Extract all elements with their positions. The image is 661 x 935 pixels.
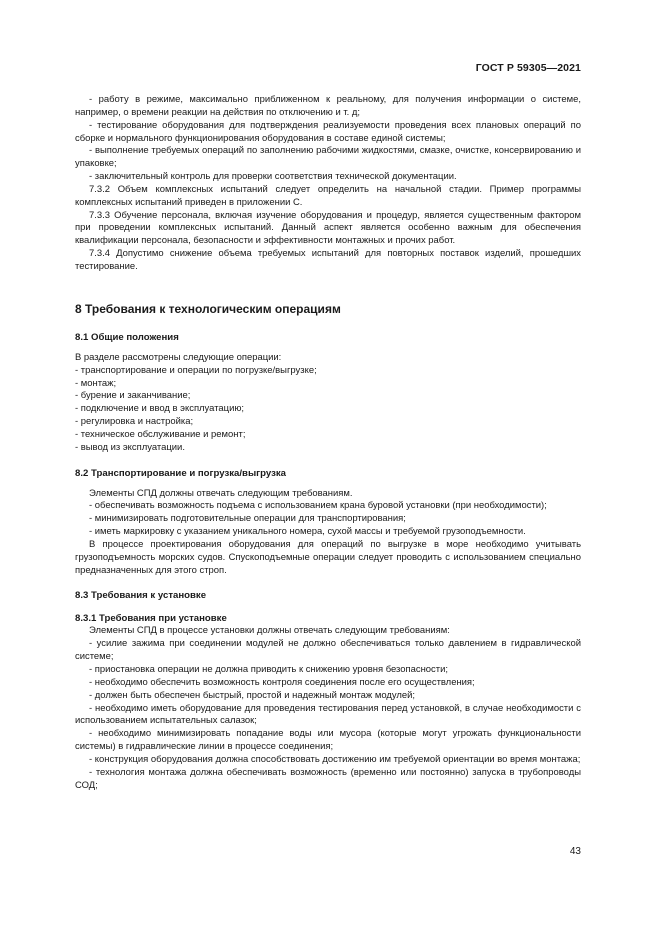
page-number: 43	[569, 846, 581, 857]
paragraph: 7.3.2 Объем комплексных испытаний следует определить на начальной стадии. Пример программы комплексных испытаний приведен в приложении С.	[75, 183, 581, 208]
list-item: - вывод из эксплуатации.	[75, 441, 185, 453]
list-item: - техническое обслуживание и ремонт;	[75, 428, 246, 440]
paragraph: В разделе рассмотрены следующие операции:	[75, 351, 282, 363]
paragraph: - тестирование оборудования для подтверждения реализуемости проведения всех плановых операций по сборке и нормального функционирования оборудования в составе единой системы;	[75, 119, 581, 144]
list-item: - необходимо обеспечить возможность контроля соединения после его осуществления;	[89, 676, 475, 688]
list-item: - должен быть обеспечен быстрый, простой и надежный монтаж модулей;	[89, 689, 416, 701]
list-item: - транспортирование и операции по погрузке/выгрузке;	[75, 364, 317, 376]
paragraph: Элементы СПД в процессе установки должны отвечать следующим требованиям:	[89, 625, 450, 637]
list-item: - обеспечивать возможность подъема с использованием крана буровой установки (при необходимости);	[89, 500, 547, 512]
list-item: - конструкция оборудования должна способствовать достижению им требуемой ориентации во время монтажа;	[89, 753, 581, 765]
list-item: - необходимо иметь оборудование для проведения тестирования перед установкой, в случае необходимости с использованием испытательных салазок;	[75, 702, 581, 727]
list-item: - иметь маркировку с указанием уникального номера, сухой массы и требуемой грузоподъемности.	[89, 526, 526, 538]
list-item: - усилие зажима при соединении модулей не должно обеспечиваться только давлением в гидравлической системе;	[75, 638, 581, 663]
subsection-8-3-1-heading: 8.3.1 Требования при установке	[75, 613, 227, 625]
list-item: - монтаж;	[75, 377, 117, 389]
paragraph: В процессе проектирования оборудования для операций по выгрузке в море необходимо учитывать грузоподъемность морских судов. Спускоподъемные операции следует проводить с использованием специально предназначенных для этого строп.	[75, 538, 581, 576]
standard-number: ГОСТ Р 59305—2021	[475, 62, 581, 74]
list-item: - подключение и ввод в эксплуатацию;	[75, 403, 245, 415]
list-item: - необходимо минимизировать попадание воды или мусора (которые могут угрожать функциональности системы) в гидравлические линии в процессе соединения;	[75, 728, 581, 753]
section-8-heading: 8 Требования к технологическим операциям	[75, 301, 341, 316]
paragraph: Элементы СПД должны отвечать следующим требованиям.	[89, 487, 353, 499]
subsection-8-3-heading: 8.3 Требования к установке	[75, 590, 207, 602]
subsection-8-2-heading: 8.2 Транспортирование и погрузка/выгрузка	[75, 467, 286, 479]
paragraph: 7.3.3 Обучение персонала, включая изучение оборудования и процедур, является существенным фактором при проведении комплексных испытаний. Данный аспект является особенно важным для обеспечения квалификации персонала, безопасности и эффективности монтажных и прочих работ.	[75, 209, 581, 247]
list-item: - технология монтажа должна обеспечивать возможность (временно или постоянно) запуска в трубопроводы СОД;	[75, 766, 581, 791]
list-item: - бурение и заканчивание;	[75, 390, 191, 402]
list-item: - минимизировать подготовительные операции для транспортирования;	[89, 513, 406, 525]
subsection-8-1-heading: 8.1 Общие положения	[75, 331, 179, 343]
paragraph: 7.3.4 Допустимо снижение объема требуемых испытаний для повторных поставок изделий, прошедших тестирование.	[75, 248, 581, 272]
paragraph: - работу в режиме, максимально приближенном к реальному, для получения информации о системе, например, о времени реакции на действия по отключению и т. д;	[75, 94, 581, 118]
paragraph: - заключительный контроль для проверки соответствия технической документации.	[89, 171, 457, 183]
paragraph: - выполнение требуемых операций по заполнению рабочими жидкостями, смазке, очистке, консервированию и упаковке;	[75, 145, 581, 170]
list-item: - приостановка операции не должна приводить к снижению уровня безопасности;	[89, 664, 448, 675]
list-item: - регулировка и настройка;	[75, 416, 194, 428]
page-content	[75, 94, 581, 792]
